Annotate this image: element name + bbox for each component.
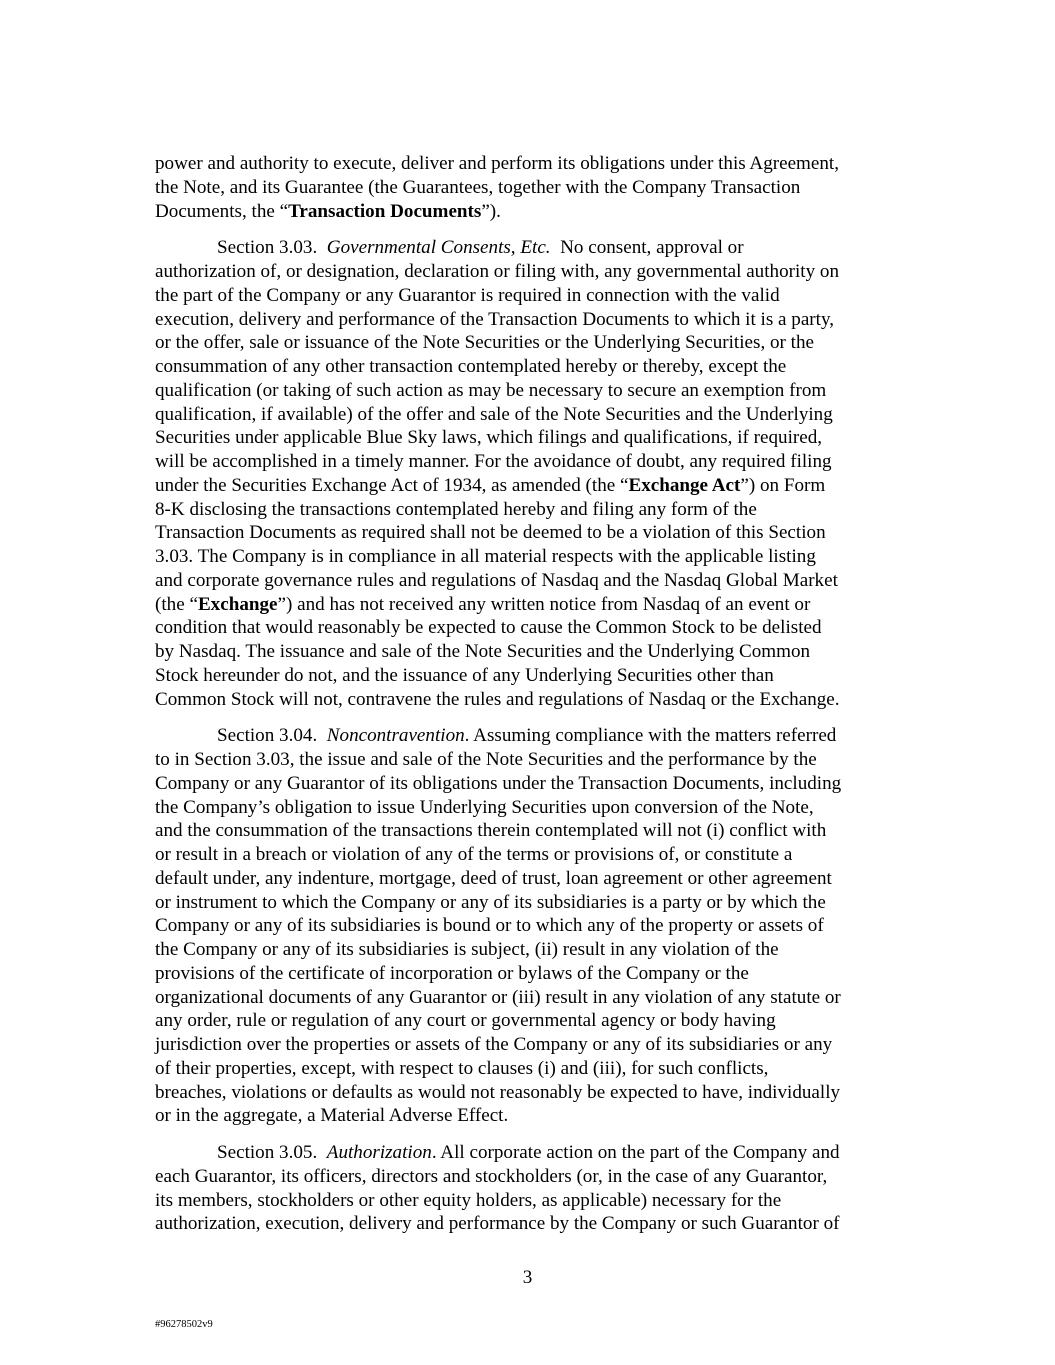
section-number: Section 3.04.	[217, 725, 318, 747]
text-line: Transaction Documents as required shall not be deemed to be a violation of this Section	[155, 522, 826, 544]
text-line: authorization of, or designation, declaration or filing with, any governmental authority on	[155, 261, 840, 282]
text-line: the Company or any of its subsidiaries is subject, (ii) result in any violation of the	[155, 939, 779, 960]
text-line: Common Stock will not, contravene the rules and regulations of Nasdaq or the Exchange.	[155, 688, 840, 710]
text-fragment: under the Securities Exchange Act of 1934, as amended (the “	[155, 474, 629, 496]
page-number: 3	[522, 1267, 533, 1288]
text-line: organizational documents of any Guarantor or (iii) result in any violation of any statute or	[155, 986, 841, 1008]
section-heading-line	[155, 724, 905, 748]
text-line: each Guarantor, its officers, directors and stockholders (or, in the case of any Guarantor,	[155, 1165, 828, 1187]
text-line: 3.03. The Company is in compliance in all material respects with the applicable listing	[155, 546, 816, 567]
text-line: breaches, violations or defaults as would not reasonably be expected to have, individually	[155, 1081, 841, 1103]
section-title: Governmental Consents, Etc.	[326, 237, 551, 259]
text-line: and the consummation of the transactions therein contemplated will not (i) conflict with	[155, 820, 827, 842]
text-line	[155, 474, 905, 498]
text-line: by Nasdaq. The issuance and sale of the Note Securities and the Underlying Common	[155, 641, 811, 662]
section-title: Noncontravention	[326, 725, 465, 747]
defined-term-exchange: Exchange	[197, 593, 278, 615]
text-fragment: . All corporate action on the part of the Company and	[431, 1142, 840, 1163]
text-fragment: No consent, approval or	[560, 237, 744, 259]
document-id: #96278502v9	[155, 1319, 213, 1330]
text-fragment: ”) and has not received any written notice from Nasdaq of an event or	[277, 593, 811, 615]
section-3-03	[155, 236, 905, 711]
section-number: Section 3.05.	[217, 1142, 318, 1163]
text-line: power and authority to execute, deliver and perform its obligations under this Agreement,	[155, 153, 839, 174]
text-fragment: ”) on Form	[740, 474, 826, 496]
text-line: Stock hereunder do not, and the issuance of any Underlying Securities other than	[155, 664, 774, 686]
text-line: 8-K disclosing the transactions contemplated hereby and filing any form of the	[155, 498, 757, 520]
text-fragment: (the “	[155, 593, 198, 615]
defined-term-exchange-act: Exchange Act	[628, 474, 741, 496]
text-line: of their properties, except, with respect to clauses (i) and (iii), for such conflicts,	[155, 1057, 769, 1079]
section-3-05	[155, 1141, 905, 1236]
section-3-04	[155, 724, 905, 1128]
text-line: and corporate governance rules and regulations of Nasdaq and the Nasdaq Global Market	[155, 569, 838, 591]
continuation-paragraph	[155, 152, 905, 223]
text-line: consummation of any other transaction contemplated hereby or thereby, except the	[155, 356, 787, 377]
text-fragment: ”).	[481, 200, 501, 222]
text-line	[155, 200, 905, 224]
text-line: Company or any Guarantor of its obligations under the Transaction Documents, including	[155, 772, 842, 794]
text-line: will be accomplished in a timely manner. For the avoidance of doubt, any required filing	[155, 451, 832, 472]
text-line: or result in a breach or violation of any of the terms or provisions of, or constitute a	[155, 844, 793, 865]
text-line: default under, any indenture, mortgage, deed of trust, loan agreement or other agreement	[155, 867, 832, 889]
text-line: the part of the Company or any Guarantor is required in connection with the valid	[155, 284, 780, 306]
text-line: provisions of the certificate of incorporation or bylaws of the Company or the	[155, 962, 749, 984]
text-line: qualification, if available) of the offer and sale of the Note Securities and the Underlying	[155, 403, 833, 425]
document-body	[155, 152, 905, 1249]
text-line: the Company’s obligation to issue Underlying Securities upon conversion of the Note,	[155, 796, 814, 818]
text-line: authorization, execution, delivery and performance by the Company or such Guarantor of	[155, 1213, 840, 1235]
text-line: any order, rule or regulation of any court or governmental agency or body having	[155, 1010, 776, 1032]
text-line: condition that would reasonably be expected to cause the Common Stock to be delisted	[155, 617, 822, 639]
text-fragment: . Assuming compliance with the matters referred	[464, 725, 837, 747]
text-line: qualification (or taking of such action as may be necessary to secure an exemption from	[155, 379, 827, 401]
text-line: jurisdiction over the properties or assets of the Company or any of its subsidiaries or any	[155, 1034, 833, 1055]
text-line: to in Section 3.03, the issue and sale of the Note Securities and the performance by the	[155, 749, 817, 770]
text-fragment: Documents, the “	[155, 200, 289, 222]
text-line: its members, stockholders or other equity holders, as applicable) necessary for the	[155, 1189, 782, 1211]
text-line: or in the aggregate, a Material Adverse Effect.	[155, 1105, 509, 1127]
section-title: Authorization	[326, 1142, 432, 1163]
text-line: the Note, and its Guarantee (the Guarantees, together with the Company Transaction	[155, 176, 801, 198]
section-heading-line	[155, 1141, 905, 1165]
text-line: or the offer, sale or issuance of the Note Securities or the Underlying Securities, or the	[155, 332, 815, 354]
text-line: Securities under applicable Blue Sky laws, which filings and qualifications, if required,	[155, 427, 823, 449]
section-heading-line	[155, 236, 905, 260]
text-line: execution, delivery and performance of the Transaction Documents to which it is a party,	[155, 308, 835, 330]
section-number: Section 3.03.	[217, 237, 318, 259]
text-line: Company or any of its subsidiaries is bound or to which any of the property or assets of	[155, 915, 824, 937]
defined-term-transaction-documents: Transaction Documents	[288, 200, 482, 222]
text-line: or instrument to which the Company or any of its subsidiaries is a party or by which the	[155, 891, 826, 913]
text-line	[155, 593, 905, 617]
